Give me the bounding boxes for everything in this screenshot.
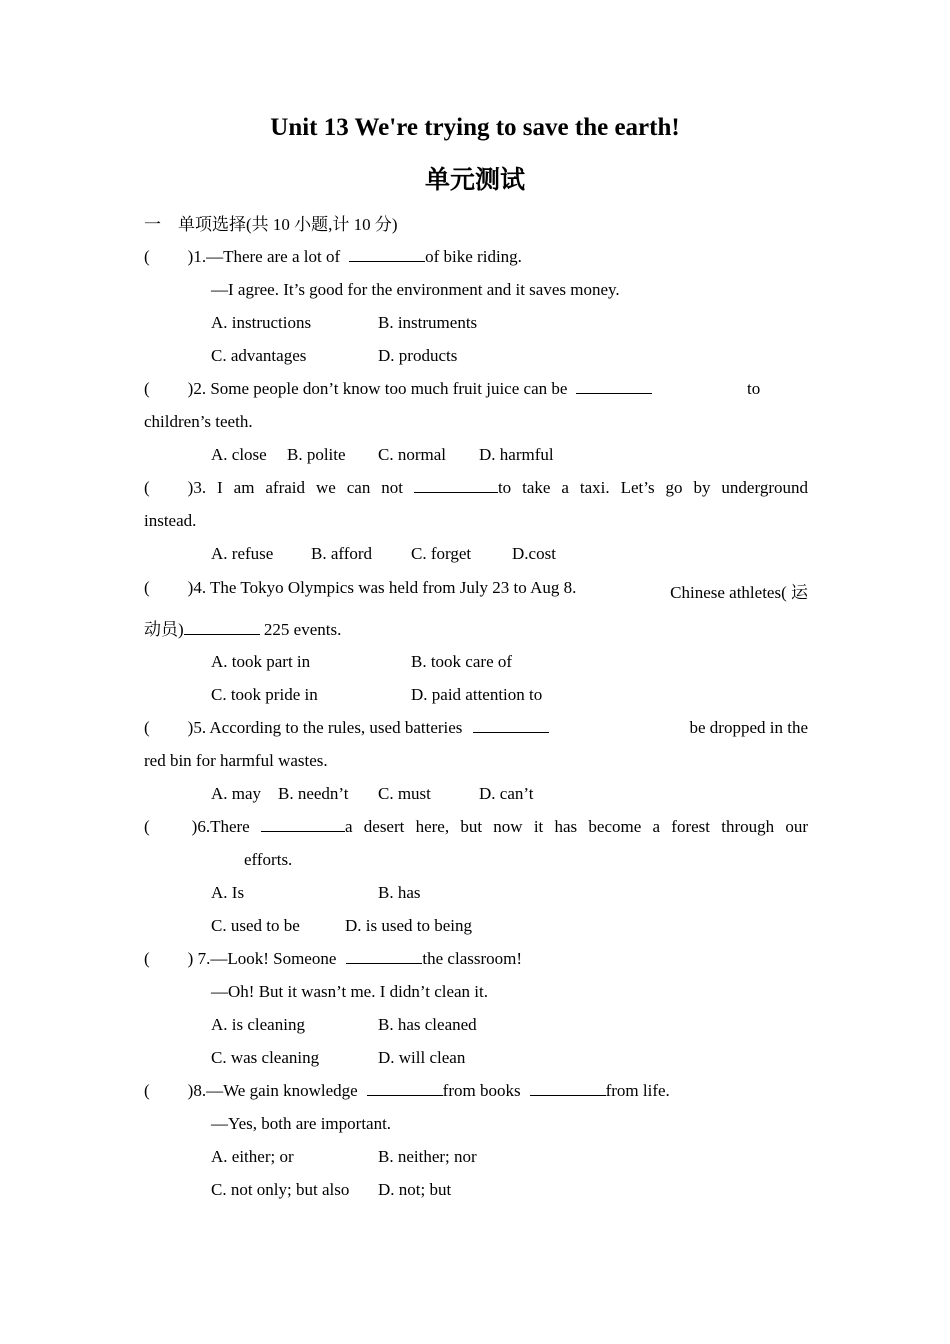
question-5-continued: red bin for harmful wastes. xyxy=(144,751,328,770)
option-d[interactable]: D. is used to being xyxy=(345,916,473,935)
option-c[interactable]: C. must xyxy=(378,784,431,803)
answer-blank[interactable] xyxy=(261,817,345,832)
option-c[interactable]: C. forget xyxy=(411,544,472,563)
question-6: ( )6.There a desert here, but now it has become a forest through our xyxy=(144,817,809,836)
option-d[interactable]: D. harmful xyxy=(479,445,554,464)
question-2-continued: children’s teeth. xyxy=(144,412,253,431)
option-a[interactable]: A. is cleaning xyxy=(211,1015,305,1034)
option-a[interactable]: A. either; or xyxy=(211,1147,294,1166)
option-c[interactable]: C. not only; but also xyxy=(211,1180,350,1199)
question-7-reply: —Oh! But it wasn’t me. I didn’t clean it. xyxy=(211,982,488,1001)
option-a[interactable]: A. close xyxy=(211,445,267,464)
question-1: ( )1.—There are a lot of of bike riding. xyxy=(144,247,522,266)
page-subtitle: 单元测试 xyxy=(424,167,525,194)
question-6-continued: efforts. xyxy=(244,850,293,869)
answer-blank[interactable] xyxy=(473,718,549,733)
question-7: ( ) 7.—Look! Someone the classroom! xyxy=(144,949,523,968)
option-d[interactable]: D. products xyxy=(378,346,458,365)
option-d[interactable]: D. paid attention to xyxy=(411,685,543,704)
section-heading: 一 单项选择(共 10 小题,计 10 分) xyxy=(144,215,398,234)
option-a[interactable]: A. refuse xyxy=(211,544,274,563)
option-b[interactable]: B. has cleaned xyxy=(378,1015,477,1034)
option-b[interactable]: B. afford xyxy=(311,544,373,563)
question-8: ( )8.—We gain knowledge from books from life. xyxy=(144,1081,670,1100)
answer-blank[interactable] xyxy=(530,1081,606,1096)
option-d[interactable]: D.cost xyxy=(512,544,556,563)
option-d[interactable]: D. not; but xyxy=(378,1180,452,1199)
answer-blank[interactable] xyxy=(367,1081,443,1096)
option-a[interactable]: A. instructions xyxy=(211,313,312,332)
option-b[interactable]: B. needn’t xyxy=(278,784,349,803)
question-3: ( )3. I am afraid we can not to take a taxi. Let’s go by underground xyxy=(144,478,808,497)
question-5: ( )5. According to the rules, used batteries be dropped in the xyxy=(144,718,808,737)
option-a[interactable]: A. took part in xyxy=(211,652,311,671)
question-1-reply: —I agree. It’s good for the environment and it saves money. xyxy=(211,280,620,299)
answer-blank[interactable] xyxy=(414,478,498,493)
option-b[interactable]: B. took care of xyxy=(411,652,513,671)
option-c[interactable]: C. used to be xyxy=(211,916,300,935)
page-title: Unit 13 We're trying to save the earth! xyxy=(270,114,680,141)
option-a[interactable]: A. Is xyxy=(211,883,245,902)
option-b[interactable]: B. polite xyxy=(287,445,346,464)
option-b[interactable]: B. neither; nor xyxy=(378,1147,477,1166)
question-4: ( )4. The Tokyo Olympics was held from July 23 to Aug 8. Chinese athletes( 运 xyxy=(144,578,808,602)
option-d[interactable]: D. can’t xyxy=(479,784,534,803)
answer-blank[interactable] xyxy=(576,379,652,394)
option-c[interactable]: C. was cleaning xyxy=(211,1048,320,1067)
question-2: ( )2. Some people don’t know too much fruit juice can be to xyxy=(144,379,761,398)
answer-blank[interactable] xyxy=(346,949,422,964)
option-c[interactable]: C. normal xyxy=(378,445,446,464)
option-a[interactable]: A. may xyxy=(211,784,262,803)
option-b[interactable]: B. instruments xyxy=(378,313,478,332)
option-b[interactable]: B. has xyxy=(378,883,421,902)
option-c[interactable]: C. took pride in xyxy=(211,685,318,704)
question-3-continued: instead. xyxy=(144,511,197,530)
option-d[interactable]: D. will clean xyxy=(378,1048,466,1067)
option-c[interactable]: C. advantages xyxy=(211,346,307,365)
answer-blank[interactable] xyxy=(184,620,260,635)
question-8-reply: —Yes, both are important. xyxy=(211,1114,392,1133)
answer-blank[interactable] xyxy=(349,247,425,262)
question-4-continued: 动员) 225 events. xyxy=(144,620,342,639)
